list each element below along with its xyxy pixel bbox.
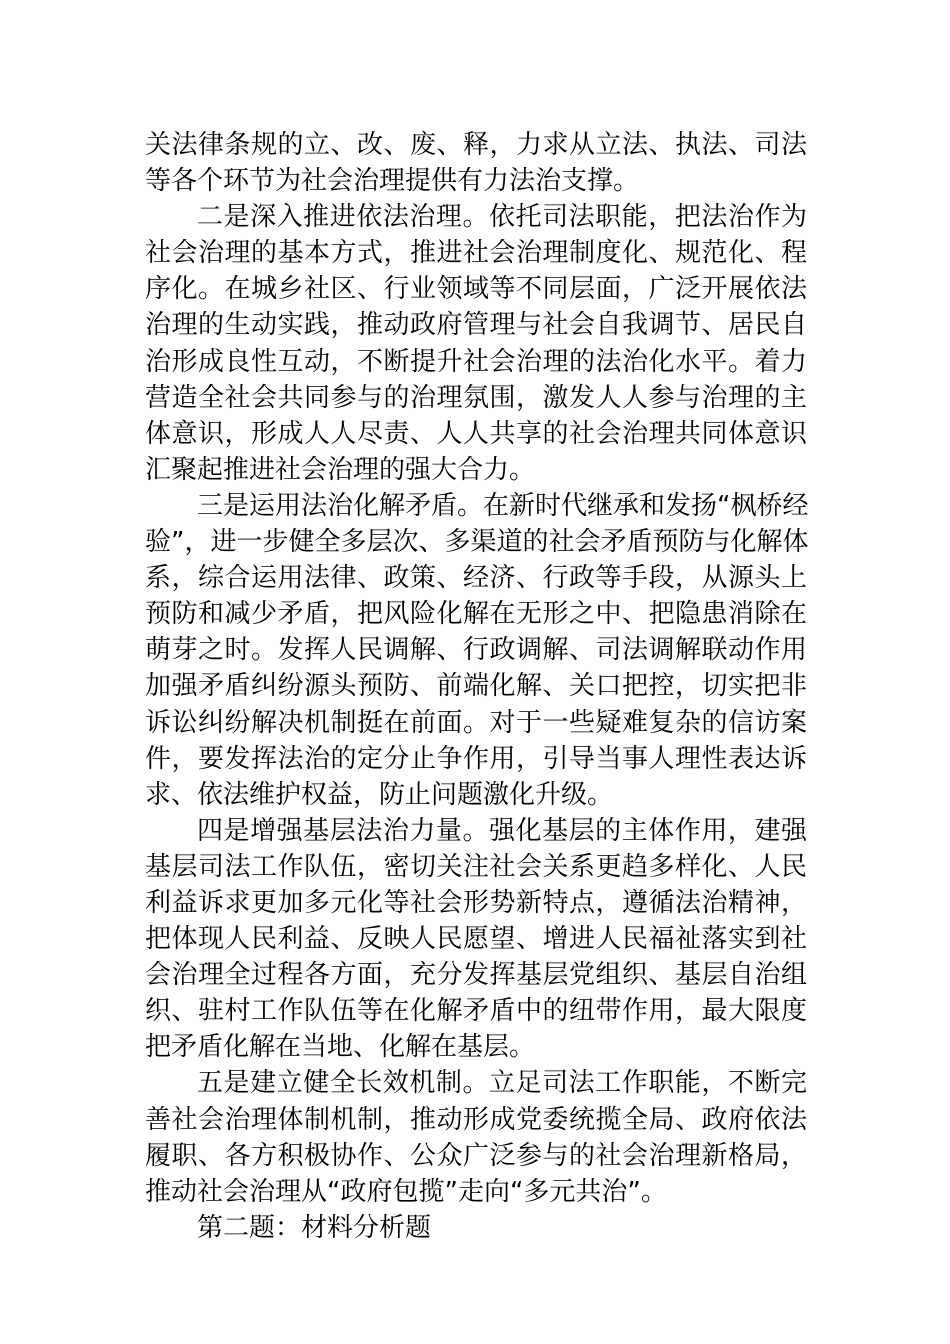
text-line: 件，要发挥法治的定分止争作用，引导当事人理性表达诉	[145, 743, 807, 774]
text-line: 预防和减少矛盾，把风险化解在无形之中、把隐患消除在	[145, 599, 807, 630]
text-line: 善社会治理体制机制，推动形成党委统揽全局、政府依法	[145, 1104, 807, 1135]
text-line: 治理的生动实践，推动政府管理与社会自我调节、居民自	[145, 310, 807, 341]
text-line: 把体现人民利益、反映人民愿望、增进人民福祉落实到社	[145, 924, 807, 955]
text-line: 求、依法维护权益，防止问题激化升级。	[145, 779, 614, 810]
text-line: 体意识，形成人人尽责、人人共享的社会治理共同体意识	[145, 418, 807, 449]
text-line: 加强矛盾纠纷源头预防、前端化解、关口把控，切实把非	[145, 671, 807, 702]
body-text	[145, 127, 807, 1246]
text-line: 社会治理的基本方式，推进社会治理制度化、规范化、程	[145, 238, 807, 269]
text-line: 四是增强基层法治力量。强化基层的主体作用，建强	[197, 815, 807, 846]
text-line: 履职、各方积极协作、公众广泛参与的社会治理新格局，	[145, 1140, 807, 1171]
text-line: 利益诉求更加多元化等社会形势新特点，遵循法治精神，	[145, 887, 807, 918]
text-line: 推动社会治理从“政府包揽”走向“多元共治”。	[145, 1176, 667, 1207]
text-line: 基层司法工作队伍，密切关注社会关系更趋多样化、人民	[145, 851, 807, 882]
text-line: 汇聚起推进社会治理的强大合力。	[145, 454, 536, 485]
text-line: 等各个环节为社会治理提供有力法治支撑。	[145, 166, 640, 197]
text-line: 营造全社会共同参与的治理氛围，激发人人参与治理的主	[145, 382, 807, 413]
text-line: 序化。在城乡社区、行业领域等不同层面，广泛开展依法	[145, 274, 807, 305]
text-line: 五是建立健全长效机制。立足司法工作职能，不断完	[197, 1068, 807, 1099]
text-line: 织、驻村工作队伍等在化解矛盾中的纽带作用，最大限度	[145, 996, 807, 1027]
text-line: 关法律条规的立、改、废、释，力求从立法、执法、司法	[145, 130, 807, 160]
text-line: 二是深入推进依法治理。依托司法职能，把法治作为	[197, 202, 807, 233]
text-line: 把矛盾化解在当地、化解在基层。	[145, 1032, 536, 1063]
text-line: 会治理全过程各方面，充分发挥基层党组织、基层自治组	[145, 960, 807, 991]
text-line: 诉讼纠纷解决机制挺在前面。对于一些疑难复杂的信访案	[145, 707, 807, 738]
text-line: 验”，进一步健全多层次、多渠道的社会矛盾预防与化解体	[145, 527, 809, 558]
text-line: 治形成良性互动，不断提升社会治理的法治化水平。着力	[145, 346, 807, 377]
text-line: 三是运用法治化解矛盾。在新时代继承和发扬“枫桥经	[197, 490, 809, 521]
text-line: 系，综合运用法律、政策、经济、行政等手段，从源头上	[145, 563, 807, 594]
text-line: 第二题：材料分析题	[197, 1212, 432, 1243]
text-line: 萌芽之时。发挥人民调解、行政调解、司法调解联动作用	[145, 635, 807, 666]
